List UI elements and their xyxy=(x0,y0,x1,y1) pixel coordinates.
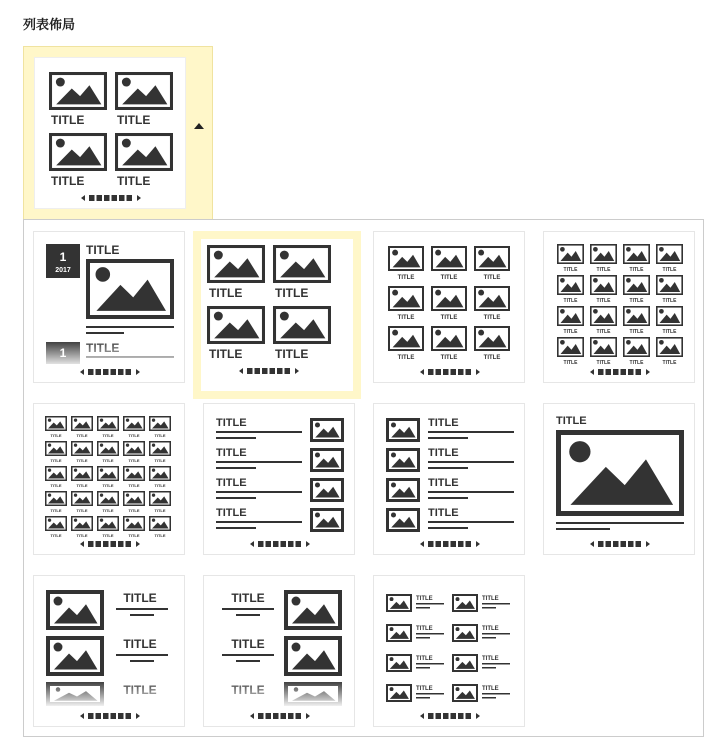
tile-title-text: TITLE xyxy=(563,329,578,335)
tile-title-text: TITLE xyxy=(216,477,247,489)
tile-title-text: TITLE xyxy=(428,417,459,429)
grid-2x2-layout-icon xyxy=(193,231,345,383)
tile-title-text: TITLE xyxy=(128,533,140,538)
tile-title-text: TITLE xyxy=(231,591,265,605)
tile-title-text: TITLE xyxy=(596,360,611,366)
tile-title-text: TITLE xyxy=(482,686,499,692)
layout-option-list-image-left[interactable] xyxy=(373,403,525,555)
tile-title-text: TITLE xyxy=(440,355,458,361)
tile-title-text: TITLE xyxy=(629,267,644,273)
tile-title-text: TITLE xyxy=(482,626,499,632)
layout-option-grid-2x2[interactable] xyxy=(193,231,361,399)
tile-title-text: TITLE xyxy=(596,298,611,304)
tile-title-text: TITLE xyxy=(428,477,459,489)
tile-title-text: TITLE xyxy=(50,508,62,513)
tile-title-text: TITLE xyxy=(128,458,140,463)
tile-title-text: TITLE xyxy=(428,507,459,519)
layout-options-panel xyxy=(23,219,704,737)
tile-title-text: TITLE xyxy=(154,483,166,488)
tile-title-text: TITLE xyxy=(102,508,114,513)
tile-title-text: TITLE xyxy=(416,626,433,632)
tile-title-text: TITLE xyxy=(629,298,644,304)
tile-title-text: TITLE xyxy=(154,508,166,513)
tile-title-text: TITLE xyxy=(128,483,140,488)
layout-option-image-left-title-right[interactable] xyxy=(33,575,185,727)
tile-title-text: TITLE xyxy=(209,286,243,300)
tile-title-text: TITLE xyxy=(102,433,114,438)
image-left-title-right-layout-icon xyxy=(34,576,186,728)
tile-title-text: TITLE xyxy=(86,243,120,257)
list-image-left-layout-icon xyxy=(374,404,526,556)
tile-title-text: TITLE xyxy=(563,267,578,273)
grid-5x5-layout-icon xyxy=(34,404,186,556)
tile-title-text: TITLE xyxy=(483,275,501,281)
tile-title-text: TITLE xyxy=(51,113,85,127)
tile-title-text: TITLE xyxy=(76,508,88,513)
layout-option-grid-3x3[interactable] xyxy=(373,231,525,383)
tile-title-text: TITLE xyxy=(440,315,458,321)
tile-title-text: TITLE xyxy=(209,347,243,361)
tile-title-text: TITLE xyxy=(102,483,114,488)
tile-title-text: TITLE xyxy=(76,433,88,438)
tile-title-text: TITLE xyxy=(154,533,166,538)
tile-title-text: TITLE xyxy=(440,275,458,281)
tile-title-text: TITLE xyxy=(76,458,88,463)
tile-title-text: TITLE xyxy=(76,483,88,488)
grid-4x4-layout-icon xyxy=(544,232,696,384)
tile-title-text: TITLE xyxy=(51,174,85,188)
tile-title-text: TITLE xyxy=(416,656,433,662)
tile-title-text: TITLE xyxy=(50,483,62,488)
tile-title-text: TITLE xyxy=(483,355,501,361)
single-large-layout-icon xyxy=(544,404,696,556)
tile-title-text: TITLE xyxy=(50,433,62,438)
page-title: 列表佈局 xyxy=(23,17,76,32)
tile-title-text: TITLE xyxy=(596,329,611,335)
tile-title-text: TITLE xyxy=(482,596,499,602)
layout-option-single-large[interactable] xyxy=(543,403,695,555)
layout-option-title-left-image-right[interactable] xyxy=(203,575,355,727)
tile-title-text: TITLE xyxy=(662,329,677,335)
tile-title-text: TITLE xyxy=(123,637,157,651)
tile-title-text: TITLE xyxy=(397,355,415,361)
tile-title-text: TITLE xyxy=(397,315,415,321)
grid-2x2-layout-icon xyxy=(35,58,187,210)
tile-title-text: TITLE xyxy=(397,275,415,281)
tile-title-text: TITLE xyxy=(123,591,157,605)
tile-title-text: TITLE xyxy=(556,415,587,427)
title-left-image-right-layout-icon xyxy=(204,576,356,728)
layout-option-grid-5x5[interactable] xyxy=(33,403,185,555)
tile-title-text: TITLE xyxy=(416,596,433,602)
layout-option-list-image-right[interactable] xyxy=(203,403,355,555)
tile-title-text: TITLE xyxy=(482,656,499,662)
tile-title-text: TITLE xyxy=(275,286,309,300)
layout-option-compact-two-column[interactable] xyxy=(373,575,525,727)
tile-title-text: TITLE xyxy=(128,508,140,513)
tile-title-text: TITLE xyxy=(102,533,114,538)
tile-title-text: TITLE xyxy=(629,360,644,366)
layout-selector[interactable] xyxy=(23,46,213,220)
layout-option-grid-4x4[interactable] xyxy=(543,231,695,383)
tile-title-text: TITLE xyxy=(154,433,166,438)
layout-option-date-list[interactable] xyxy=(33,231,185,383)
tile-title-text: TITLE xyxy=(50,458,62,463)
tile-title-text: TITLE xyxy=(76,533,88,538)
tile-title-text: TITLE xyxy=(216,507,247,519)
tile-title-text: TITLE xyxy=(117,113,151,127)
tile-title-text: TITLE xyxy=(128,433,140,438)
selected-layout-preview[interactable] xyxy=(34,57,186,209)
tile-title-text: TITLE xyxy=(662,267,677,273)
tile-title-text: TITLE xyxy=(231,637,265,651)
tile-title-text: TITLE xyxy=(416,686,433,692)
list-image-right-layout-icon xyxy=(204,404,356,556)
tile-title-text: TITLE xyxy=(563,360,578,366)
date-list-layout-icon xyxy=(34,232,186,384)
grid-3x3-layout-icon xyxy=(374,232,526,384)
tile-title-text: TITLE xyxy=(563,298,578,304)
tile-title-text: TITLE xyxy=(662,298,677,304)
tile-title-text: TITLE xyxy=(216,447,247,459)
tile-title-text: TITLE xyxy=(154,458,166,463)
tile-title-text: TITLE xyxy=(483,315,501,321)
tile-title-text: TITLE xyxy=(275,347,309,361)
tile-title-text: TITLE xyxy=(102,458,114,463)
compact-two-column-layout-icon xyxy=(374,576,526,728)
tile-title-text: TITLE xyxy=(629,329,644,335)
tile-title-text: TITLE xyxy=(662,360,677,366)
tile-title-text: TITLE xyxy=(596,267,611,273)
tile-title-text: TITLE xyxy=(216,417,247,429)
date-day-text: 1 xyxy=(59,250,67,264)
tile-title-text: TITLE xyxy=(117,174,151,188)
tile-title-text: TITLE xyxy=(428,447,459,459)
date-year-text: 2017 xyxy=(55,267,71,274)
caret-up-icon[interactable] xyxy=(194,123,204,129)
tile-title-text: TITLE xyxy=(50,533,62,538)
